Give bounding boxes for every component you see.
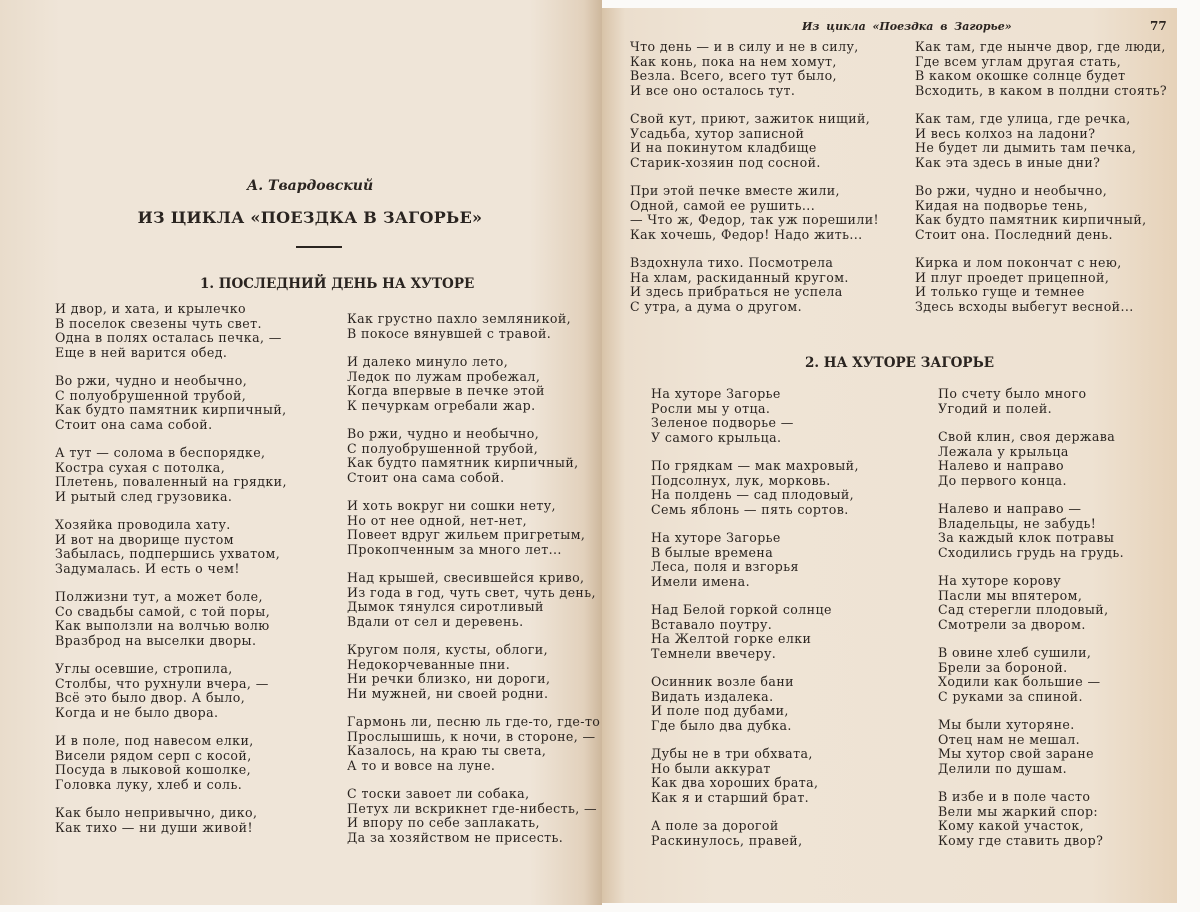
poem-line: Имели имена.: [651, 573, 750, 589]
stanza: [55, 302, 287, 360]
stanza: [630, 112, 879, 170]
stanza: [55, 518, 287, 576]
poem-line: Ледок по лужам пробежал,: [347, 368, 541, 384]
poem-line: Владельцы, не забудь!: [938, 515, 1097, 531]
poem-line: Кругом поля, кусты, облоги,: [347, 642, 548, 657]
poem-line: Вздохнула тихо. Посмотрела: [630, 255, 834, 270]
poem-line: На полдень — сад плодовый,: [651, 487, 855, 502]
poem-line: И вот на дворище пустом: [55, 531, 234, 547]
stanza: [347, 499, 600, 557]
poem-line: Забылась, подпершись ухватом,: [55, 546, 281, 561]
poem-line: Старик-хозяин под сосной.: [630, 154, 821, 170]
stanza: [347, 427, 600, 485]
poem-line: И плуг проедет прицепной,: [915, 269, 1110, 285]
left-page: [0, 0, 602, 905]
poem-line: Петух ли вскрикнет где-нибесть, —: [347, 800, 598, 816]
poem-line: В овине хлеб сушили,: [938, 645, 1092, 660]
poem-line: И весь колхоз на ладони?: [915, 125, 1096, 141]
poem-line: Ни речки близко, ни дороги,: [347, 671, 551, 686]
poem-line: Задумалась. И есть о чем!: [55, 560, 240, 576]
stanza: [938, 387, 1124, 416]
poem-line: Подсолнух, лук, морковь.: [651, 472, 831, 488]
section-title-1: 1. ПОСЛЕДНИЙ ДЕНЬ НА ХУТОРЕ: [200, 276, 475, 292]
poem-line: И в поле, под навесом елки,: [55, 733, 254, 748]
poem-column: [630, 40, 879, 328]
poem-line: Во ржи, чудно и необычно,: [55, 373, 248, 388]
poem-line: Налево и направо —: [938, 501, 1082, 516]
poem-line: Стоит она. Последний день.: [915, 226, 1113, 242]
poem-line: Вели мы жаркий спор:: [938, 803, 1099, 819]
poem-line: Казалось, на краю ты света,: [347, 743, 547, 758]
poem-line: При этой печке вместе жили,: [630, 183, 840, 198]
poem-line: В былые времена: [651, 544, 774, 560]
poem-line: По счету было много: [938, 386, 1087, 401]
poem-line: Как будто памятник кирпичный,: [347, 455, 579, 470]
poem-line: Когда впервые в печке этой: [347, 383, 545, 398]
section-title-2: 2. НА ХУТОРЕ ЗАГОРЬЕ: [805, 355, 995, 371]
poem-line: Головка луку, хлеб и соль.: [55, 776, 243, 792]
poem-column: [938, 387, 1124, 862]
stanza: [651, 531, 859, 589]
poem-column: [651, 387, 859, 862]
poem-line: Как два хороших брата,: [651, 775, 819, 790]
poem-line: Пасли мы впятером,: [938, 587, 1083, 603]
poem-line: Свой кут, приют, зажиток нищий,: [630, 111, 871, 126]
poem-line: Росли мы у отца.: [651, 400, 771, 416]
poem-line: До первого конца.: [938, 472, 1067, 488]
poem-line: Как будто памятник кирпичный,: [55, 402, 287, 417]
stanza: [651, 603, 859, 661]
poem-line: Сад стерегли плодовый,: [938, 602, 1109, 617]
poem-line: Темнели ввечеру.: [651, 645, 777, 661]
poem-line: С полуобрушенной трубой,: [347, 440, 539, 456]
poem-line: Свой клин, своя держава: [938, 429, 1116, 444]
poem-line: Стоит она сама собой.: [55, 416, 213, 432]
poem-line: Где было два дубка.: [651, 717, 792, 733]
poem-line: Не будет ли дымить там печка,: [915, 140, 1137, 155]
poem-line: И впору по себе заплакать,: [347, 815, 540, 830]
poem-line: Леса, поля и взгорья: [651, 559, 799, 574]
poem-line: У самого крыльца.: [651, 429, 782, 445]
poem-line: Висели рядом серп с косой,: [55, 747, 252, 763]
poem-line: Когда и не было двора.: [55, 704, 219, 720]
poem-line: В покосе вянувшей с травой.: [347, 325, 552, 341]
cycle-title: ИЗ ЦИКЛА «ПОЕЗДКА В ЗАГОРЬЕ»: [137, 208, 483, 227]
poem-line: Из года в год, чуть свет, чуть день,: [347, 584, 596, 600]
poem-line: Везла. Всего, всего тут было,: [630, 68, 837, 83]
poem-line: И двор, и хата, и крылечко: [55, 301, 246, 316]
poem-line: Смотрели за двором.: [938, 616, 1086, 632]
poem-line: Угодий и полей.: [938, 400, 1053, 416]
stanza: [55, 374, 287, 432]
poem-line: Вразброд на выселки дворы.: [55, 632, 257, 648]
poem-line: Семь яблонь — пять сортов.: [651, 501, 849, 517]
stanza: [347, 787, 600, 845]
poem-line: Здесь всходы выбегут весной...: [915, 298, 1134, 314]
stanza: [915, 256, 1167, 314]
poem-line: И рытый след грузовика.: [55, 488, 233, 504]
stanza: [55, 662, 287, 720]
stanza: [938, 430, 1124, 488]
stanza: [651, 819, 859, 848]
poem-line: — Что ж, Федор, так уж порешили!: [630, 212, 879, 227]
page-number: 77: [1150, 19, 1167, 33]
poem-line: Усадьба, хутор записной: [630, 125, 805, 141]
poem-column: [55, 302, 287, 849]
stanza: [55, 734, 287, 792]
poem-line: Как грустно пахло земляникой,: [347, 311, 572, 326]
poem-line: Посуда в лыковой кошолке,: [55, 762, 252, 777]
stanza: [651, 459, 859, 517]
author-name: А. Твардовский: [246, 178, 374, 194]
stanza: [915, 40, 1167, 98]
poem-line: В каком окошке солнце будет: [915, 68, 1126, 83]
stanza: [630, 40, 879, 98]
poem-line: Одна в полях осталась печка, —: [55, 330, 282, 345]
poem-line: Отец нам не мешал.: [938, 731, 1081, 747]
stanza: [347, 571, 600, 629]
poem-line: Прокопченным за много лет...: [347, 541, 562, 557]
poem-line: Делили по душам.: [938, 760, 1068, 776]
poem-line: И на покинутом кладбище: [630, 140, 817, 155]
stanza: [915, 112, 1167, 170]
title-divider: [296, 246, 342, 248]
poem-line: Кому какой участок,: [938, 818, 1085, 833]
poem-line: Брели за бороной.: [938, 659, 1068, 675]
poem-line: Со свадьбы самой, с той поры,: [55, 603, 271, 619]
stanza: [630, 256, 879, 314]
poem-line: Как было непривычно, дико,: [55, 805, 258, 820]
stanza: [347, 643, 600, 701]
poem-line: Как я и старший брат.: [651, 789, 810, 805]
poem-line: По грядкам — мак махровый,: [651, 458, 859, 473]
poem-line: И поле под дубами,: [651, 703, 789, 718]
stanza: [55, 446, 287, 504]
poem-line: На Желтой горке елки: [651, 631, 812, 646]
poem-line: Сходились грудь на грудь.: [938, 544, 1125, 560]
stanza: [915, 184, 1167, 242]
poem-line: Видать издалека.: [651, 688, 774, 704]
poem-line: Осинник возле бани: [651, 674, 794, 689]
poem-line: Костра сухая с потолка,: [55, 459, 226, 475]
poem-line: В поселок свезены чуть свет.: [55, 315, 262, 331]
poem-line: Над крышей, свесившейся криво,: [347, 570, 585, 585]
running-head: Из цикла «Поездка в Загорье»: [802, 20, 1012, 33]
poem-line: С тоски завоет ли собака,: [347, 786, 530, 801]
poem-line: Как хочешь, Федор! Надо жить...: [630, 226, 863, 242]
poem-line: С руками за спиной.: [938, 688, 1083, 704]
poem-line: Прослышишь, к ночи, в стороне, —: [347, 728, 596, 744]
poem-line: Всё это было двор. А было,: [55, 690, 246, 705]
right-page: [602, 8, 1177, 903]
poem-line: Кидая на подворье тень,: [915, 197, 1088, 213]
poem-line: Углы осевшие, стропила,: [55, 661, 233, 676]
poem-line: Дубы не в три обхвата,: [651, 746, 813, 761]
poem-line: Как выползли на волчью волю: [55, 618, 270, 633]
poem-line: На хуторе корову: [938, 573, 1062, 588]
poem-line: Хозяйка проводила хату.: [55, 517, 231, 532]
poem-line: Ходили как большие —: [938, 674, 1101, 689]
poem-line: Но были аккурат: [651, 760, 771, 776]
poem-line: На хуторе Загорье: [651, 386, 781, 401]
poem-line: Дымок тянулся сиротливый: [347, 599, 544, 614]
poem-column: [915, 40, 1167, 328]
poem-line: Полжизни тут, а может боле,: [55, 589, 263, 604]
poem-line: Еще в ней варится обед.: [55, 344, 228, 360]
poem-line: И только гуще и темнее: [915, 284, 1085, 299]
poem-line: На хлам, раскиданный кругом.: [630, 269, 849, 285]
poem-line: Кирка и лом покончат с нею,: [915, 255, 1122, 270]
poem-line: Во ржи, чудно и необычно,: [915, 183, 1108, 198]
stanza: [55, 806, 287, 835]
poem-line: Как эта здесь в иные дни?: [915, 154, 1101, 170]
poem-line: И все оно осталось тут.: [630, 82, 796, 98]
poem-line: А тут — солома в беспорядке,: [55, 445, 266, 460]
poem-line: С полуобрушенной трубой,: [55, 387, 247, 403]
stanza: [651, 747, 859, 805]
poem-line: Вставало поутру.: [651, 616, 773, 632]
stanza: [651, 675, 859, 733]
poem-line: Лежала у крыльца: [938, 443, 1069, 459]
poem-line: Ни мужней, ни своей родни.: [347, 685, 549, 701]
poem-line: Мы были хуторяне.: [938, 717, 1075, 732]
poem-line: Зеленое подворье —: [651, 415, 794, 430]
poem-line: На хуторе Загорье: [651, 530, 781, 545]
poem-line: Как будто памятник кирпичный,: [915, 212, 1147, 227]
stanza: [651, 387, 859, 445]
poem-line: Одной, самой ее рушить...: [630, 197, 816, 213]
poem-line: А поле за дорогой: [651, 818, 779, 833]
poem-line: Что день — и в силу и не в силу,: [630, 39, 859, 54]
poem-line: Как конь, пока на нем хомут,: [630, 53, 837, 69]
poem-line: С утра, а дума о другом.: [630, 298, 802, 314]
poem-line: Налево и направо: [938, 458, 1064, 473]
poem-line: Кому где ставить двор?: [938, 832, 1104, 848]
stanza: [630, 184, 879, 242]
stanza: [938, 790, 1124, 848]
poem-line: В избе и в поле часто: [938, 789, 1091, 804]
poem-line: Над Белой горкой солнце: [651, 602, 832, 617]
poem-line: И здесь прибраться не успела: [630, 284, 843, 299]
poem-line: Но от нее одной, нет-нет,: [347, 512, 528, 528]
poem-line: Гармонь ли, песню ль где-то, где-то: [347, 714, 601, 729]
poem-line: Раскинулось, правей,: [651, 832, 803, 848]
stanza: [938, 502, 1124, 560]
poem-line: И хоть вокруг ни сошки нету,: [347, 498, 556, 513]
poem-line: Как там, где улица, где речка,: [915, 111, 1131, 126]
stanza: [55, 590, 287, 648]
poem-line: За каждый клок потравы: [938, 530, 1115, 545]
poem-line: Где всем углам другая стать,: [915, 53, 1122, 69]
poem-line: Вдали от сел и деревень.: [347, 613, 524, 629]
poem-line: А то и вовсе на луне.: [347, 757, 496, 773]
stanza: [347, 715, 600, 773]
poem-line: Всходить, в каком в полдни стоять?: [915, 82, 1168, 98]
poem-column: [347, 312, 600, 859]
poem-line: К печуркам огребали жар.: [347, 397, 536, 413]
poem-line: Как тихо — ни души живой!: [55, 819, 253, 835]
stanza: [938, 646, 1124, 704]
poem-line: Стоит она сама собой.: [347, 469, 505, 485]
poem-line: Как там, где нынче двор, где люди,: [915, 39, 1166, 54]
stanza: [938, 718, 1124, 776]
poem-line: И далеко минуло лето,: [347, 354, 509, 369]
poem-line: Плетень, поваленный на грядки,: [55, 474, 287, 489]
poem-line: Да за хозяйством не присесть.: [347, 829, 564, 845]
poem-line: Недокорчеванные пни.: [347, 656, 511, 672]
poem-line: Повеет вдруг жильем пригретым,: [347, 527, 586, 542]
stanza: [938, 574, 1124, 632]
stanza: [347, 355, 600, 413]
poem-line: Столбы, что рухнули вчера, —: [55, 675, 269, 691]
poem-line: Во ржи, чудно и необычно,: [347, 426, 540, 441]
poem-line: Мы хутор свой заране: [938, 746, 1094, 761]
stanza: [347, 312, 600, 341]
